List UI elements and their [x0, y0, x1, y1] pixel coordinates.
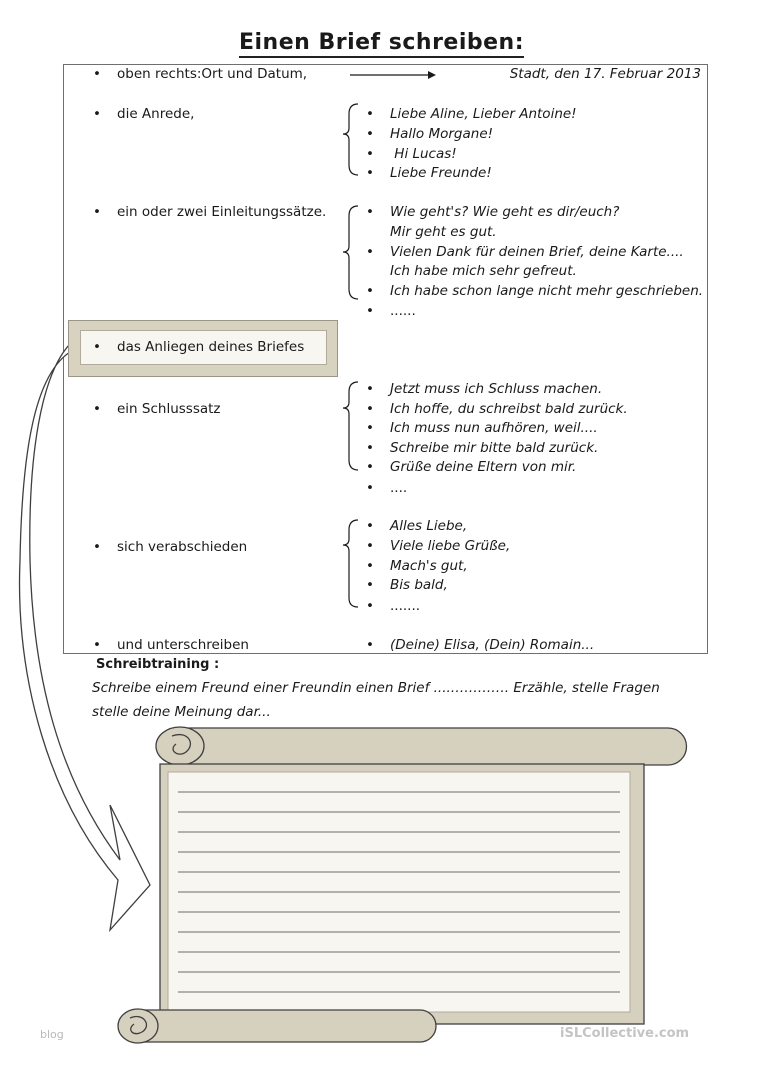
unterschrift-example: • (Deine) Elisa, (Dein) Romain... — [366, 637, 595, 653]
schluss-example: • Schreibe mir bitte bald zurück. — [366, 440, 599, 456]
part-unterschreiben: • und unterschreiben — [93, 637, 249, 653]
schluss-example: • Grüße deine Eltern von mir. — [366, 459, 577, 475]
abschied-example: • ....... — [366, 598, 421, 614]
training-instruction: Schreibe einem Freund einer Freundin einen Brief ....…………. Erzähle, stelle Fragen — [92, 680, 660, 696]
anrede-example: • Hallo Morgane! — [366, 126, 494, 142]
schluss-example: • Ich muss nun aufhören, weil.... — [366, 420, 598, 436]
anrede-example: • Liebe Aline, Lieber Antoine! — [366, 106, 577, 122]
schluss-example: • .... — [366, 480, 408, 496]
einleitung-example: • Wie geht's? Wie geht es dir/euch? — [366, 204, 620, 220]
part-einleitung: • ein oder zwei Einleitungssätze. — [93, 204, 327, 220]
abschied-example: • Bis bald, — [366, 577, 448, 593]
anrede-example: • Liebe Freunde! — [366, 165, 492, 181]
curved-arrow-icon — [20, 340, 150, 930]
training-heading: Schreibtraining : — [96, 657, 220, 672]
part-schlusssatz: • ein Schlusssatz — [93, 401, 221, 417]
brace-icon-anrede — [343, 104, 358, 175]
abschied-example: • Mach's gut, — [366, 558, 468, 574]
einleitung-example: • Vielen Dank für deinen Brief, deine Karte.... — [366, 244, 684, 260]
watermark-left: blog — [40, 1028, 64, 1041]
abschied-example: • Viele liebe Grüße, — [366, 538, 511, 554]
einleitung-continuation: Ich habe mich sehr gefreut. — [390, 263, 577, 279]
schluss-example: • Jetzt muss ich Schluss machen. — [366, 381, 603, 397]
watermark-right: iSLCollective.com — [560, 1026, 690, 1041]
part-anrede: • die Anrede, — [93, 106, 195, 122]
einleitung-example: • Ich habe schon lange nicht mehr geschrieben. — [366, 283, 704, 299]
abschied-example: • Alles Liebe, — [366, 518, 468, 534]
einleitung-continuation: Mir geht es gut. — [390, 224, 497, 240]
right-arrow-icon — [350, 71, 436, 79]
date-example: Stadt, den 17. Februar 2013 — [509, 66, 701, 82]
brace-icon-schluss — [343, 382, 358, 470]
writing-scroll — [118, 727, 690, 1043]
anrede-example: • Hi Lucas! — [366, 146, 457, 162]
einleitung-example: • ...... — [366, 303, 416, 319]
part-verabschieden: • sich verabschieden — [93, 539, 248, 555]
part-ort-datum: • oben rechts:Ort und Datum, — [93, 66, 308, 82]
page-title: Einen Brief schreiben: — [0, 30, 763, 55]
schluss-example: • Ich hoffe, du schreibst bald zurück. — [366, 401, 628, 417]
brace-icon-abschied — [343, 520, 358, 607]
anliegen-label: • das Anliegen deines Briefes — [80, 330, 327, 365]
training-instruction: stelle deine Meinung dar... — [92, 704, 271, 720]
brace-icon-einleitung — [343, 206, 358, 299]
